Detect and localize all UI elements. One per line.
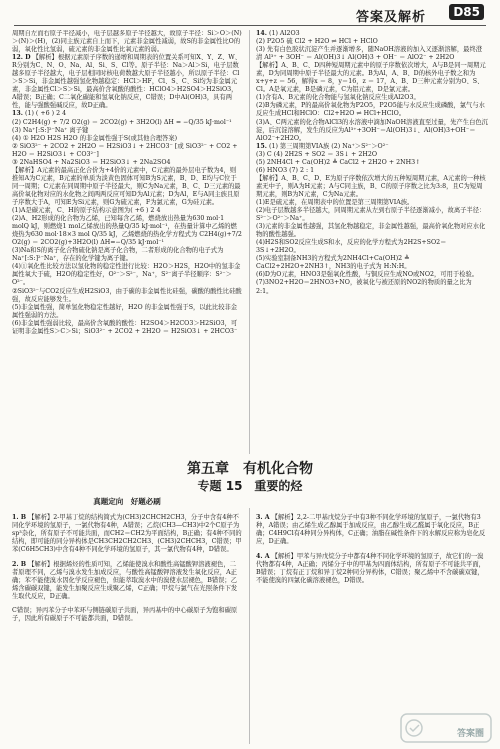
answer-text: (4)H2S和SO2反应生成S和水，反应的化学方程式为2H2S+SO2＝3S↓+2H2O。 [256, 239, 447, 255]
answer-text: 【解析】A、B、C、D四种短周期元素中的原子序数依次增大，A与B是同一周期元素，D为同周期中原子半径最大的元素。B为Al，A、B、D的核外电子数之和为x+y+z ＝ 56，解得x ＝ 8，y＝16，z ＝ 17，A、B、D三种元素分别为O、S、Cl。A是氧元素，B是磷元素，C为铝元素，D是氯元素。 [256, 62, 486, 94]
chapter-title: 第五章 有机化合物 [187, 461, 313, 477]
answer-text: (1) 第三周期第VIA族 (2) Na⁺＞S²⁻＞O²⁻ [268, 142, 389, 150]
answer-text: (6)D为O元素，HNO3是强氧化性酸，与铜反应生成NO或NO2，可用于检验。 [256, 271, 479, 279]
answer-text: (1)含有A、B元素的化合物能与氢氧化钠反应生成Al2O3。 [256, 94, 420, 102]
answer-paragraph [12, 143, 242, 159]
answer-paragraph [12, 135, 242, 143]
answer-paragraph [12, 127, 242, 135]
answer-text: (1)E是硫元素，在周期表中的位置是第三周期第VIA族。 [256, 198, 414, 206]
answer-paragraph [12, 119, 242, 127]
question-number: 15. [256, 142, 267, 150]
answer-text: 【解析】A元素的最高正化合价为+4价的元素中，C元素的最外层电子数为4，则推知A为C元素，B元素的单质为淡黄色固体可知B为S元素，B、D、E均与C位于同一周期；C元素在同周期中原子半径最大，则C为Na元素，B、C、D三元素的最高价氧化物对应的水化物之间两两反应可知D为Al元素；D为Al，E与A同主族且原子序数大于A，可知E为Si元素，则G为硫元素，F为氯元素，G为硅元素。 [12, 166, 241, 206]
answer-text: (3)元素的非金属性越强，其氢化物越稳定，非金属性越强，最高价氧化物对应水化物的酸性越强。 [256, 223, 486, 239]
answer-paragraph [256, 143, 488, 151]
right-column-bottom [256, 508, 488, 591]
header-rule [14, 25, 486, 26]
question-number: 12. D [12, 54, 31, 62]
section-heading: 真题定向 好题必刷 [93, 497, 161, 506]
answer-paragraph [256, 119, 488, 143]
column-divider-bottom [249, 508, 250, 744]
answer-paragraph [12, 167, 242, 207]
answer-text: (1)A是碳元素，C、H的原子结构示意图为( +6 ) 2 4 [12, 207, 161, 215]
answer-text: (2) P2O5 硫 Cl2 + H2O ⇌ HCl + HClO [256, 38, 378, 46]
answer-paragraph [12, 30, 242, 54]
question-number: 2. B [12, 560, 27, 568]
question-number: 3. A [256, 514, 270, 522]
answer-text: 【解析】甲苯与异戊烷分子中都有4种不同化学环境的氢原子，故它们的一溴代物都有4种，A正确；丙烯分子中的甲基为四面体结构，所有原子不可能共平面，B错误；丁烷有正丁烷和异丁烷2种同分异构体，C错误；聚乙烯中不含碳碳双键，不能使溴的四氯化碳溶液褪色，D错误。 [256, 552, 485, 584]
answer-text: (1) ( +6 ) 2 4 [24, 110, 67, 118]
answer-text: (3)Na和S的离子化合物硫化钠是离子化合物，二者形成的化合物的电子式为 Na⁺[:S:]²⁻Na⁺，存在的化学键为离子键。 [12, 247, 224, 263]
answer-paragraph [12, 54, 242, 110]
question-number: 13. [12, 110, 23, 118]
right-column-top [256, 30, 488, 296]
watermark-text: 答案圈 [456, 729, 484, 739]
left-column-top [12, 30, 242, 336]
answer-paragraph [256, 279, 488, 295]
answer-paragraph [256, 239, 488, 255]
answer-text: (2) C2H4(g) + 7/2 O2(g) ＝ 2CO2(g) + 3H2O(l) ΔH = −Q/35 kJ·mol⁻¹ [12, 118, 232, 126]
answer-paragraph [256, 223, 488, 239]
answer-text: (5)实验室制备NH3的方程式为2NH4Cl+Ca(OH)2 ≜ CaCl2+2H2O+2NH3↑，NH3的电子式为 H:N:H。 [256, 255, 411, 271]
question-number: 14. [256, 30, 267, 37]
answer-text: 【解析】2,2-二甲基戊烷分子中有3种不同化学环境的氢原子，一氯代物有3种，A错误；由乙烯生成乙醇属于加成反应，由乙醇生成乙醛属于氧化反应，B正确；C4H9Cl有4种同分异构体，C正确；油脂在碱性条件下的水解反应称为皂化反应，D正确。 [256, 514, 486, 546]
answer-text: (6) HNO3 (7) 2 : 1 [256, 166, 315, 174]
answer-paragraph [256, 151, 488, 159]
answer-text: 【解析】根据烯烃的性质可知，乙烯能使溴水和酸性高锰酸钾溶液褪色，二者原理不同，乙烯与溴水发生加成反应，与酸性高锰酸钾溶液发生氧化反应，A正确；苯不能使溴水因化学反应褪色，但能萃取溴水中的溴使水层褪色，B错误；乙烯含碳碳双键，能发生加聚反应生成聚乙烯，C正确；甲烷与氯气在光照条件下发生取代反应，D正确。 [12, 560, 238, 601]
answer-text: (6)非金属性强弱比较，最高价含氧酸的酸性：H2SO4＞H2CO3＞H2SiO3，可证明非金属性S＞C＞Si；SiO3²⁻ + 2CO2 + 2H2O ＝ H2SiO3↓ + 2HCO3⁻ [12, 319, 238, 335]
answer-paragraph [12, 607, 242, 623]
answer-paragraph [256, 175, 488, 199]
answer-paragraph [256, 167, 488, 175]
answer-text: (3) Na⁺[:S:]²⁻Na⁺ 离子键 [12, 126, 89, 134]
answer-text: ③ 2NaHSO4 + Na2SiO3 ＝ H2SiO3↓ + 2Na2SO4 [12, 158, 171, 166]
answer-paragraph [256, 46, 488, 62]
answer-paragraph [12, 207, 242, 215]
left-column-bottom [12, 508, 242, 630]
column-divider-top [249, 30, 250, 454]
answer-paragraph [256, 514, 488, 546]
question-number: 1. B [12, 514, 27, 522]
answer-paragraph [256, 38, 488, 46]
answer-text: (1) Al2O3 [268, 30, 300, 37]
answer-paragraph [256, 553, 488, 585]
answer-paragraph [12, 320, 242, 336]
page-header [0, 0, 500, 28]
answer-text: 【解析】A、B、C、D、E为原子序数依次增大的五种短周期元素，A元素的一种核素无中子，则A为H元素；A与C同主族，B、C的原子序数之比为3:8，且C为短周期元素，则B为N元素，C为Na元素。 [256, 174, 486, 198]
answer-text: ② SiO3²⁻ + 2CO2 + 2H2O ＝ H2SiO3↓ + 2HCO3⁻ [或 SiO3²⁻ + CO2 + H2O ＝ H2SiO3↓ + CO3²⁻] [12, 142, 238, 158]
answer-paragraph [12, 110, 242, 118]
answer-text: C错误；异丙苯分子中苯环与侧链碳原子共面，异丙基中的中心碳原子为饱和碳原子，因此所有碳原子不可能都共面，D错误。 [12, 607, 238, 623]
answer-text: (2)B为磷元素，P的最高价氧化物为P2O5，P2O5能与水反应生成磷酸，氯气与水反应生成HCl和HClO：Cl2+H2O ⇌ HCl+HClO。 [256, 102, 485, 118]
answer-text: (5)非金属性强，简单氢化物稳定性越好，H2O 的非金属性强于S，以此比较非金属性强弱的方法。 [12, 303, 238, 319]
answer-paragraph [256, 207, 488, 223]
answer-paragraph [256, 199, 488, 207]
answer-text: (3)A、C两元素的化合物AlCl3的水溶液中滴加NaOH溶液直至过量，先产生白色沉淀，后沉淀溶解，发生的反应为Al³⁺+3OH⁻＝Al(OH)3↓、Al(OH)3+OH⁻＝AlO2⁻+2H2O。 [256, 118, 488, 142]
answer-paragraph [12, 304, 242, 320]
answer-text: 周期自左而右原子半径减小，电子层越多原子半径越大，故原子半径：Si＞O＞(N)＞(N)＞(H)，(2)同主族元素自上而下，元素非金属性减弱，故S的非金属性比O的弱，氧化性比氢弱，硫元素的非金属性比氧元素的弱。 [12, 30, 242, 54]
answer-paragraph [256, 159, 488, 167]
answer-text: (4)①氧化性比较方法以氢化物的稳定性进行比较：H2O＞H2S，H2O中的氢非金属性氧大于硫，H2O的稳定性好，O²⁻＞S²⁻，Na⁺，S²⁻离子半径顺序：S²⁻＞O²⁻。 [12, 263, 241, 287]
answer-paragraph [12, 159, 242, 167]
answer-text: 【解析】2-甲基丁烷的结构简式为(CH3)2CHCH2CH3，分子中含有4种不同化学环境的氢原子，一氯代物有4种，A错误；乙烷(CH3—CH3)中2个C原子为sp³杂化，所有原子不可能共面，而CH2＝CH2为平面结构，B正确；有4种不同的结构，即可能的同分异构体是CH3CH2CH2CH3、(CH3)2CHCH3，C错误；甲苯(C6H5CH3)中含有4种不同化学环境的氢原子，其一氯代物有4种，D错误。 [12, 514, 242, 554]
answer-paragraph [256, 30, 488, 38]
answer-text: (2)A、H2形成的化合物为乙烯，已知每含乙烯，燃烧放出热量为630 mol·1 molQ kJ，则燃烧1 mol乙烯放出的热量Q/35 kJ·mol⁻¹，在热量计算中乙烯的燃烧热为630 mol·18×3 mol Q/35 kJ，乙烯燃烧的热化学方程式为 C2H4(g)+7/2 O2(g) ＝ 2CO2(g)+3H2O(l) ΔH=−Q/35 kJ·mol⁻¹ [12, 215, 242, 247]
answer-text: (2)电子层数越多半径越大，同周期元素从左到右原子半径逐渐减小，故离子半径：S²⁻＞O²⁻＞Na⁺。 [256, 207, 486, 223]
answer-text: (4) ① H2O H2S H2O 的非金属性强于S(或其他合理答案) [12, 134, 178, 142]
answer-paragraph [12, 247, 242, 263]
answer-text: (5) 2NH4Cl + Ca(OH)2 ≜ CaCl2 + 2H2O + 2NH3↑ [256, 158, 421, 166]
answer-text: ②SiO3²⁻与CO2反应生成H2SiO3，由于碳的非金属性比硅强，碳酸的酸性比硅酸强，故反应能够发生。 [12, 287, 242, 303]
answer-paragraph [256, 62, 488, 94]
answer-paragraph [12, 288, 242, 304]
answer-paragraph [12, 514, 242, 554]
answer-text: (7)3NO2+H2O＝2HNO3+NO，被氧化与被还原的NO2的物质的量之比为2:1。 [256, 279, 472, 295]
header-title: 答案及解析 [355, 10, 426, 25]
answer-paragraph [12, 215, 242, 247]
answer-paragraph [12, 561, 242, 601]
topic-title: 专题 15 重要的烃 [197, 479, 303, 493]
page-number-badge: D85 [449, 4, 484, 20]
answer-paragraph [256, 102, 488, 118]
answer-text: (3) C (4) 2H2S + SO2 ＝ 3S↓ + 2H2O [256, 150, 378, 158]
answer-paragraph [12, 263, 242, 287]
question-number: 4. A [256, 552, 270, 560]
answer-text: (3) 先有白色胶状沉淀产生并逐渐增多，随NaOH溶液的加入又逐渐溶解，最终澄清 Al³⁺ + 3OH⁻ ＝ Al(OH)3↓ Al(OH)3 + OH⁻ ＝ AlO2⁻ + 2H2O [256, 46, 483, 62]
answer-paragraph [256, 255, 488, 271]
answer-text: 【解析】根据元素原子序数的递增和周期表的位置关系可知X、Y、Z、W、R分别为C、N、O、Na、Al、Si、S、Cl等。原子半径：Na＞Al＞Si，电子层数越多原子半径越大，电子层相同时核电荷数越大原子半径越小，所以原子半径：Cl＞S＞Si，非金属性越强氢化物越稳定：HCl＞HF，Cl、S、C、Si均为非金属元素，非金属性Cl＞S＞Si，最高价含氧酸的酸性：HClO4＞H2SO4＞H2SiO3，A错误；B正确；C二氧化碳能和氢氧化钠反应，C错误；D中Al(OH)3，具有两性，能与强酸强碱反应，故D正确。 [12, 54, 242, 110]
